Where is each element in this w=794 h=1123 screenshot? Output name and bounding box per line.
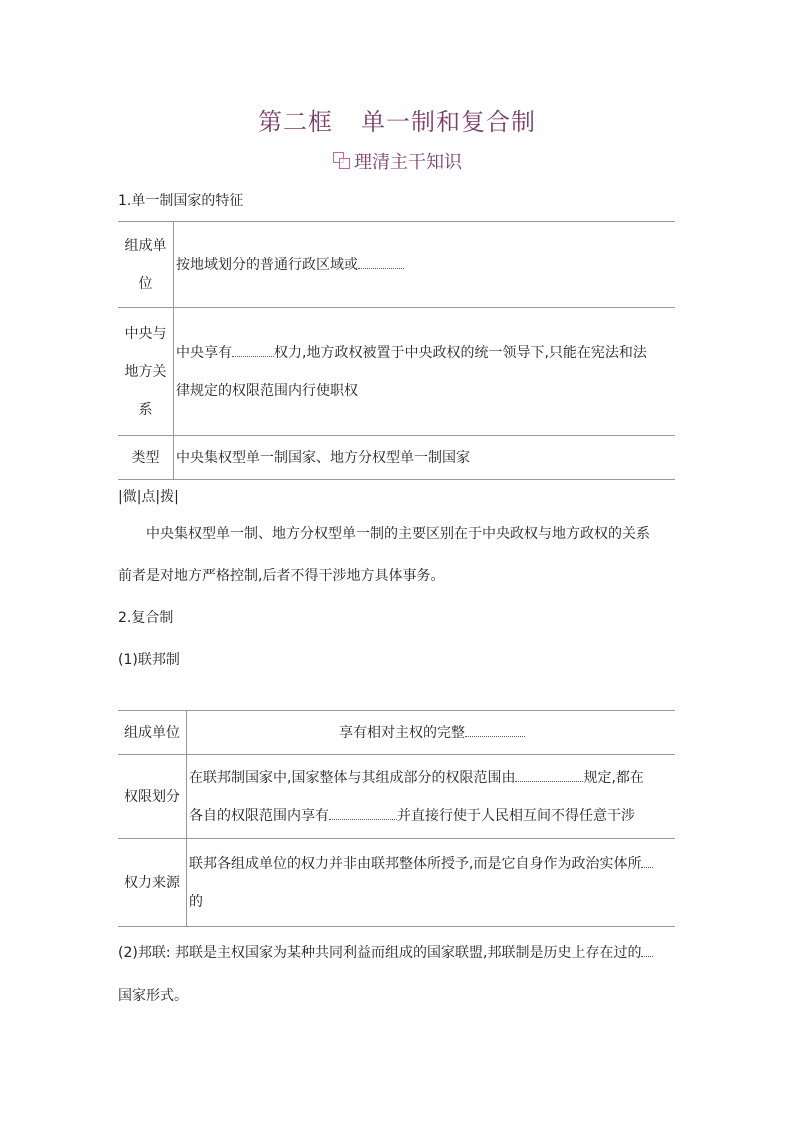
fill-blank[interactable] bbox=[515, 767, 583, 782]
title-part1: 第二框 bbox=[258, 108, 333, 136]
row-content: 联邦各组成单位的权力并非由联邦整体所授予,而是它自身作为政治实体所 的 bbox=[187, 839, 676, 927]
fill-blank[interactable] bbox=[329, 805, 397, 820]
section-heading-text: 理清主干知识 bbox=[354, 152, 462, 173]
row-header: 权力来源 bbox=[118, 839, 187, 927]
section1-heading: 1.单一制国家的特征 bbox=[118, 193, 244, 209]
tip-line1: 中央集权型单一制、地方分权型单一制的主要区别在于中央政权与地方政权的关系 bbox=[146, 526, 650, 542]
row-content: 在联邦制国家中,国家整体与其组成部分的权限范围由 规定,都在 各自的权限范围内享有 并直接行使于人民相互间不得任意干涉 bbox=[187, 755, 676, 839]
section-heading bbox=[0, 148, 794, 174]
federal-table bbox=[118, 710, 675, 927]
page-title bbox=[0, 102, 794, 137]
row-content: 按地域划分的普通行政区域或 bbox=[174, 222, 676, 308]
confederation-line1: (2)邦联: 邦联是主权国家为某种共同利益而组成的国家联盟,邦联制是历史上存在过的 bbox=[118, 942, 653, 963]
confederation-line2: 国家形式。 bbox=[118, 988, 188, 1004]
row-content: 中央集权型单一制国家、地方分权型单一制国家 bbox=[174, 436, 676, 480]
table-row bbox=[118, 711, 675, 755]
table-row bbox=[118, 308, 675, 436]
table-row bbox=[118, 222, 675, 308]
tip-line2: 前者是对地方严格控制,后者不得干涉地方具体事务。 bbox=[118, 568, 445, 584]
fill-blank[interactable] bbox=[465, 722, 525, 737]
table-row bbox=[118, 839, 675, 927]
row-header: 组成单 位 bbox=[118, 222, 174, 308]
title-part2: 单一制和复合制 bbox=[361, 108, 536, 136]
row-header: 中央与 地方关 系 bbox=[118, 308, 174, 436]
row-header: 权限划分 bbox=[118, 755, 187, 839]
federal-subheading: (1)联邦制 bbox=[118, 652, 180, 668]
unitary-features-table bbox=[118, 221, 675, 480]
fill-blank[interactable] bbox=[358, 254, 404, 269]
table-row bbox=[118, 755, 675, 839]
row-header: 组成单位 bbox=[118, 711, 187, 755]
row-content: 享有相对主权的完整 bbox=[187, 711, 676, 755]
fill-blank[interactable] bbox=[641, 853, 653, 868]
row-content: 中央享有 权力,地方政权被置于中央政权的统一领导下,只能在宪法和法 律规定的权限范围内行使职权 bbox=[174, 308, 676, 436]
row-header: 类型 bbox=[118, 436, 174, 480]
section2-heading: 2.复合制 bbox=[118, 610, 174, 626]
table-row bbox=[118, 436, 675, 480]
overlap-squares-icon bbox=[332, 151, 352, 171]
tip-label: |微|点|拨| bbox=[118, 489, 179, 505]
fill-blank[interactable] bbox=[641, 942, 653, 957]
fill-blank[interactable] bbox=[232, 342, 274, 357]
